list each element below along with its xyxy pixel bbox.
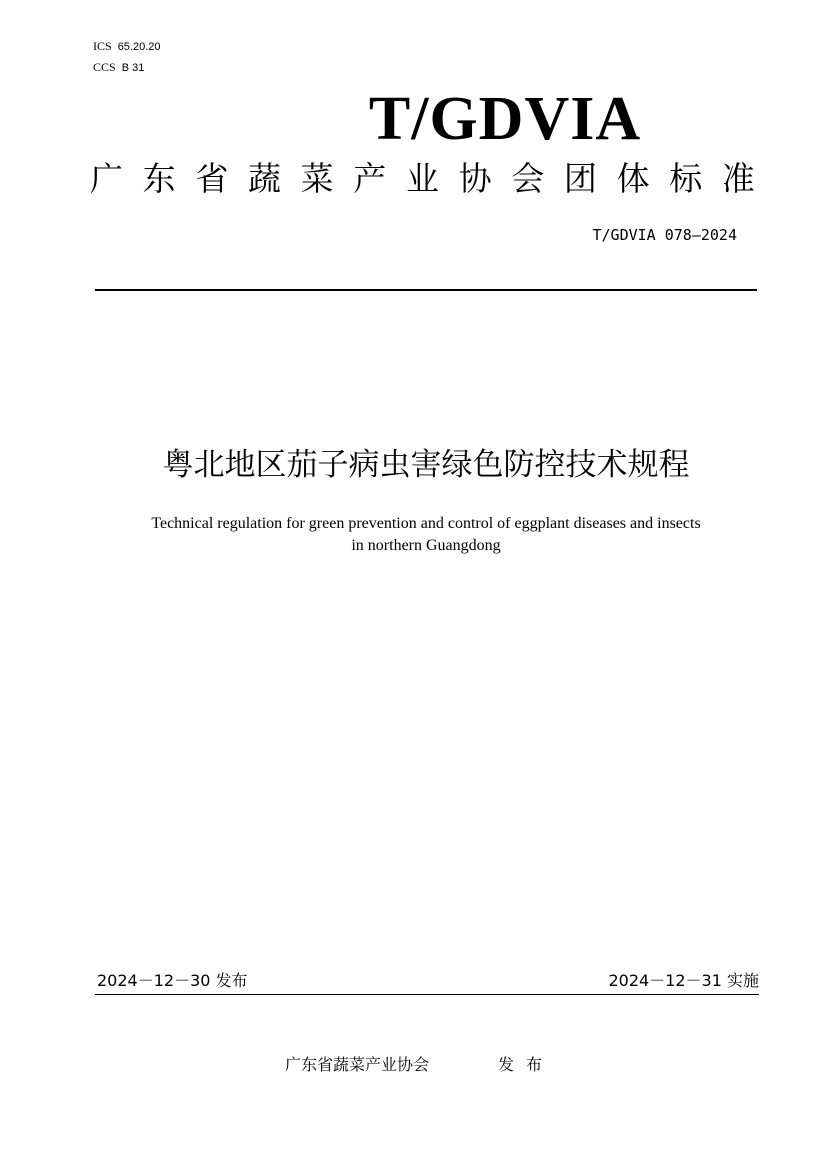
- org-logo-text: T/GDVIA: [368, 85, 642, 153]
- implementation-date: 2024－12－31 实施: [608, 971, 759, 990]
- document-title-en: [95, 513, 757, 557]
- header-divider: [95, 289, 757, 291]
- org-name-char: 东: [142, 159, 176, 198]
- footer-divider: [95, 994, 759, 995]
- publish-label: 发布: [498, 1055, 555, 1074]
- ccs-label: CCS: [93, 60, 116, 74]
- document-title-cn: 粤北地区茄子病虫害绿色防控技术规程: [162, 447, 690, 483]
- ccs-code: [93, 61, 144, 75]
- ics-code: [93, 40, 161, 54]
- org-name-char: 省: [195, 159, 229, 198]
- org-name-char: 会: [511, 159, 545, 198]
- org-standard-name: [90, 158, 755, 200]
- standard-number: T/GDVIA 078—2024: [592, 226, 737, 244]
- org-name-char: 团: [563, 159, 597, 198]
- org-name-char: 菜: [300, 159, 334, 198]
- org-name-char: 蔬: [247, 159, 281, 198]
- org-name-char: 产: [353, 159, 387, 198]
- org-name-char: 体: [616, 159, 650, 198]
- publisher-name: 广东省蔬菜产业协会: [285, 1055, 430, 1074]
- ics-label: ICS: [93, 39, 112, 53]
- title-en-line-1: Technical regulation for green prevention and control of eggplant diseases and insects: [151, 515, 701, 532]
- ics-value: 65.20.20: [117, 41, 161, 53]
- org-name-char: 准: [721, 159, 755, 198]
- ccs-value: B 31: [121, 62, 145, 74]
- org-name-char: 广: [90, 159, 123, 198]
- org-name-char: 协: [458, 159, 492, 198]
- org-name-char: 标: [669, 159, 703, 198]
- issue-date: 2024－12－30 发布: [97, 971, 248, 990]
- org-name-char: 业: [405, 159, 439, 198]
- title-en-line-2: in northern Guangdong: [351, 537, 501, 554]
